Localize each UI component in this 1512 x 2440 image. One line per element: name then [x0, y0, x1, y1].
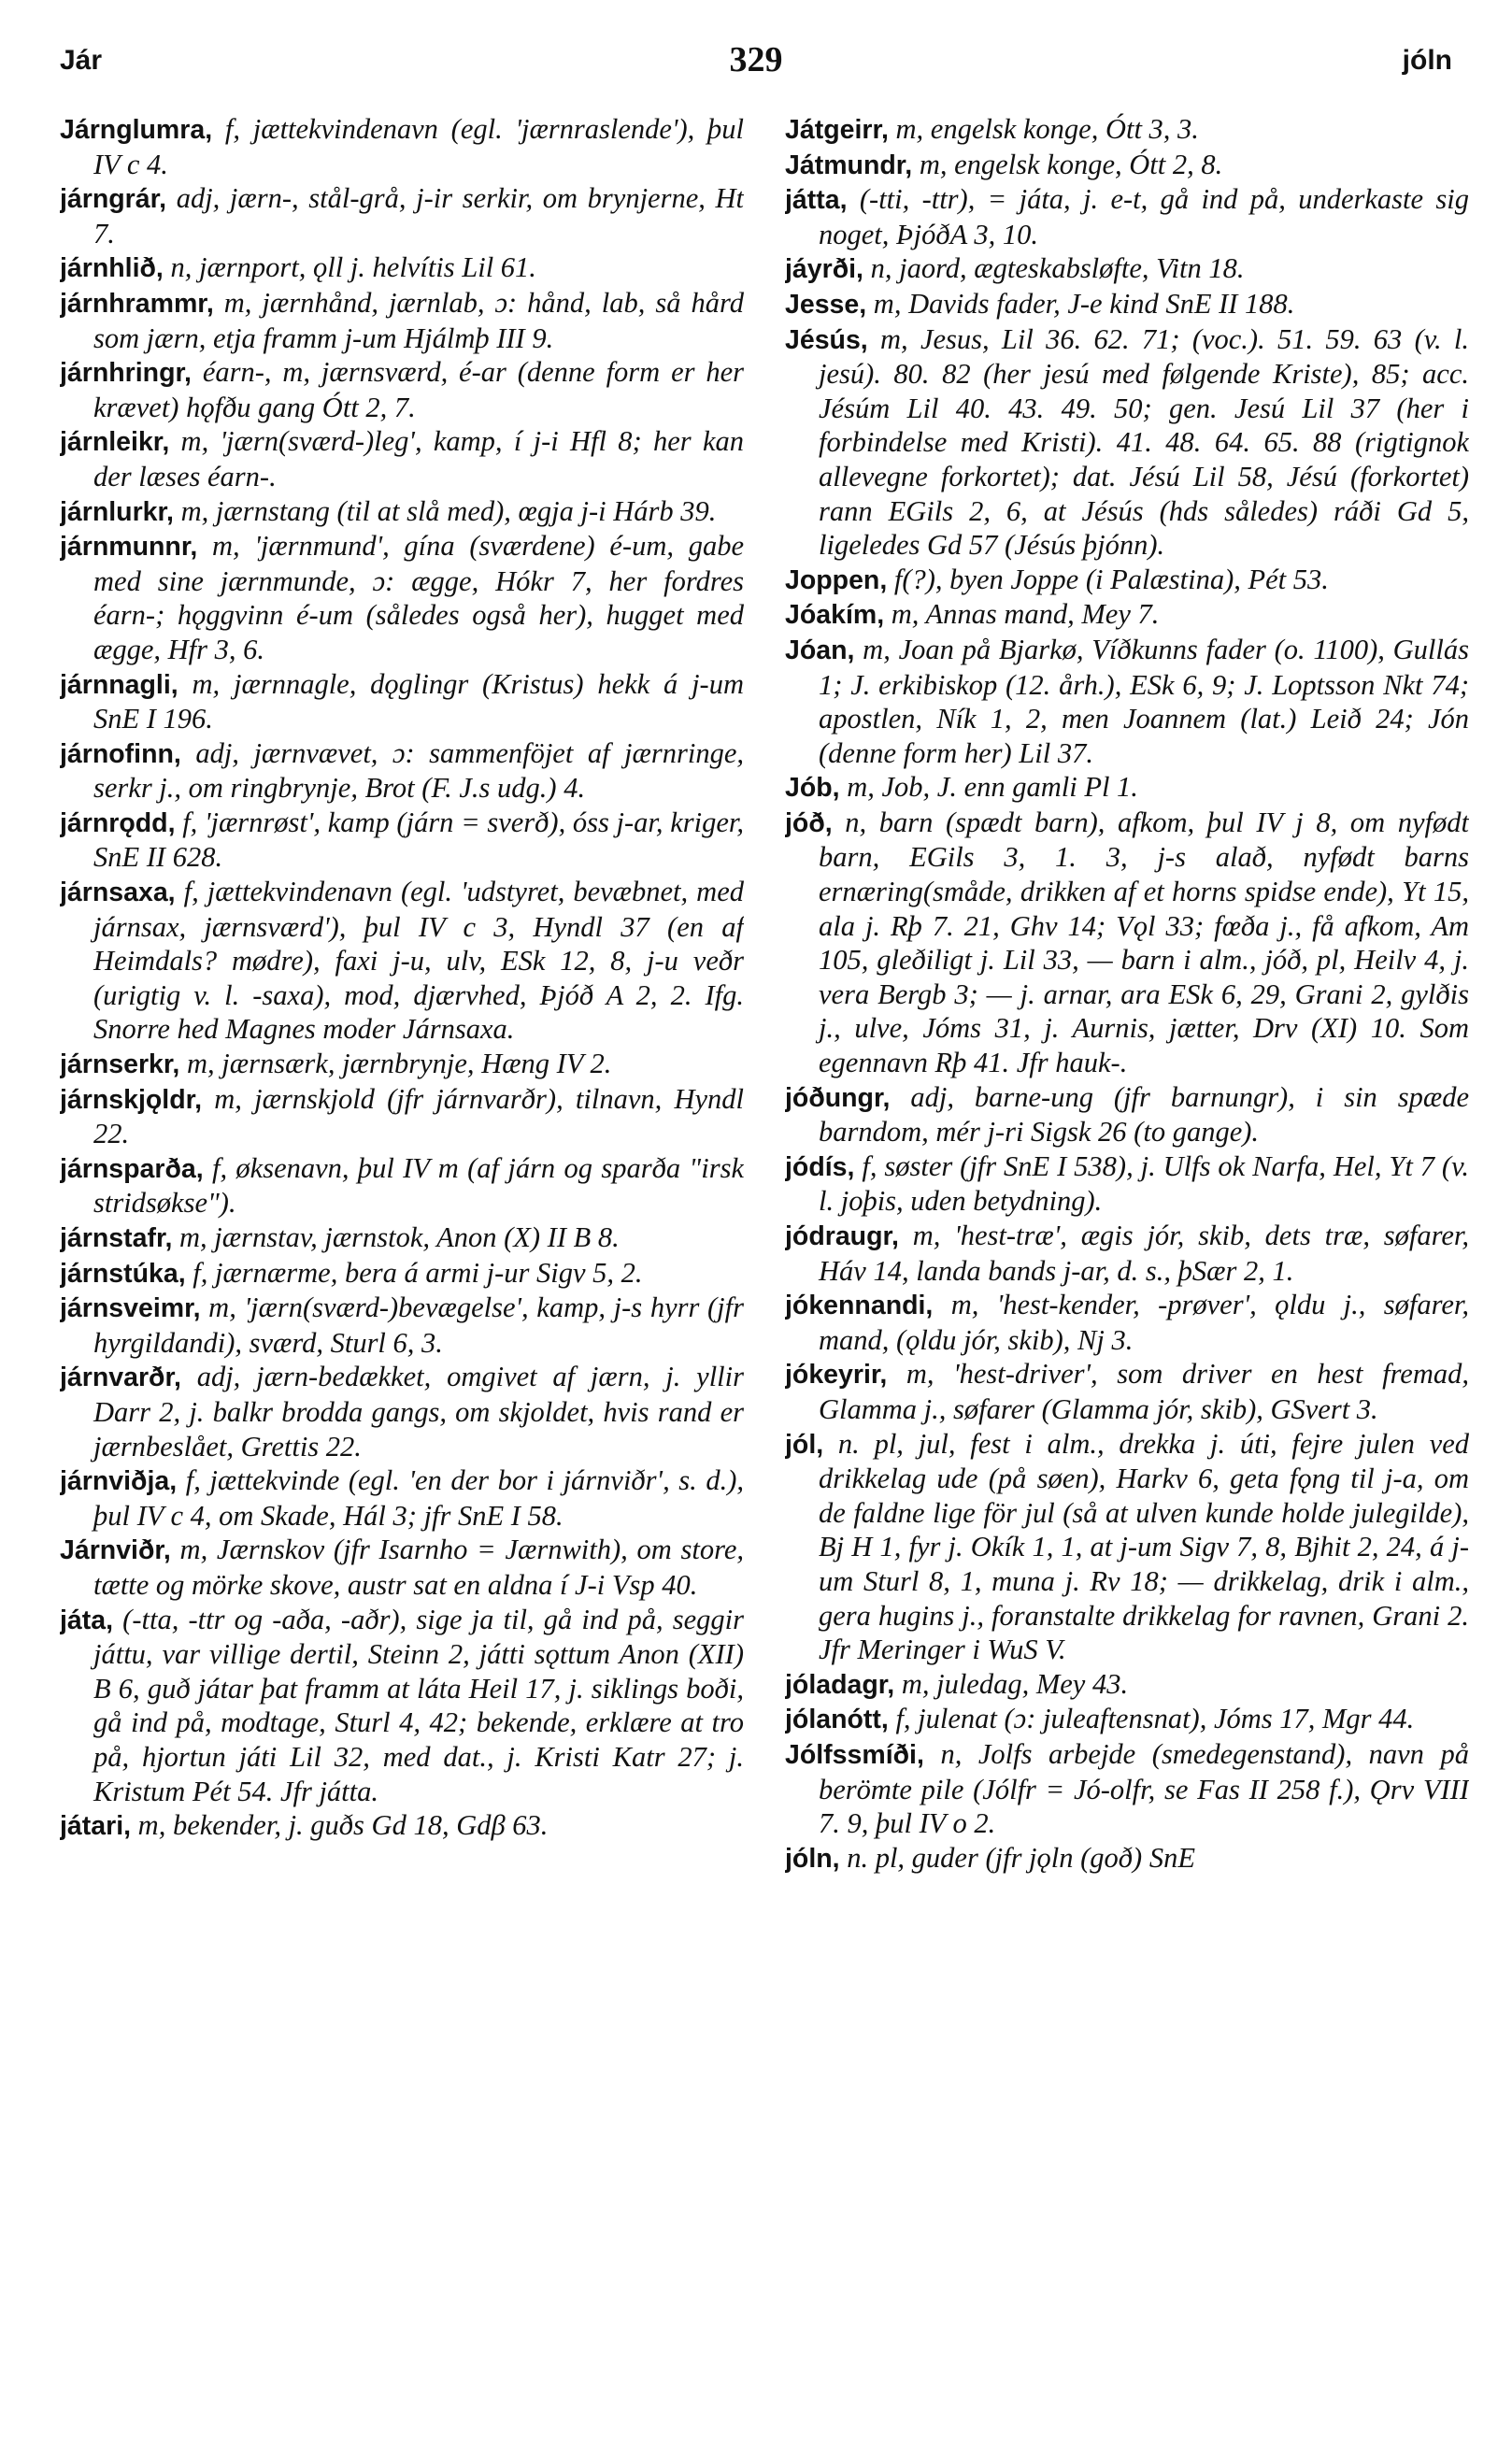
entry-headword: járnskjǫldr,	[60, 1084, 203, 1115]
entry-headword: játa,	[60, 1605, 114, 1635]
dictionary-entry	[785, 1702, 1469, 1737]
dictionary-entry	[60, 1220, 744, 1256]
page-number: 329	[729, 40, 783, 79]
entry-headword: jódís,	[785, 1151, 855, 1182]
entry-text: adj, jærnvævet, ɔ: sammenföjet af jærnringe, serkr j., om ringbrynje, Brot (F. J.s udg.) 4.	[93, 736, 744, 805]
dictionary-entry	[785, 1149, 1469, 1219]
entry-text: m, jærnstang (til at slå med), œgja j-i Hárb 39.	[173, 494, 717, 527]
entry-text: f, jættekvindenavn (egl. 'jærnraslende'), þul IV c 4.	[93, 113, 744, 180]
dictionary-columns	[60, 112, 1469, 2403]
entry-headword: jólanótt,	[785, 1705, 889, 1735]
dictionary-entry	[60, 1603, 744, 1809]
entry-text: m, engelsk konge, Ótt 2, 8.	[912, 148, 1223, 180]
entry-headword: járnsveimr,	[60, 1293, 201, 1324]
entry-headword: járnsaxa,	[60, 878, 176, 908]
entry-headword: Jóan,	[785, 635, 855, 665]
entry-headword: Játmundr,	[785, 150, 913, 180]
entry-text: f, jærnærme, bera á armi j-ur Sigv 5, 2.	[185, 1256, 643, 1289]
dictionary-entry	[60, 494, 744, 530]
dictionary-entry	[785, 1667, 1469, 1703]
entry-text: f, julenat (ɔ: juleaftensnat), Jóms 17, Mgr 44.	[888, 1703, 1415, 1735]
entry-headword: járnsparða,	[60, 1153, 204, 1184]
entry-text: n, jærnport, ǫll j. helvítis Lil 61.	[163, 251, 536, 284]
entry-text: m, 'hest-kender, -prøver', ǫldu j., søfarer, mand, (ǫldu jór, skib), Nj 3.	[819, 1289, 1469, 1356]
entry-headword: járnhrammr,	[60, 288, 214, 319]
entry-headword: jókeyrir,	[785, 1360, 888, 1391]
entry-headword: járnrǫdd,	[60, 807, 176, 838]
entry-text: n, jaord, ægteskabsløfte, Vitn 18.	[863, 252, 1245, 285]
entry-headword: járnofinn,	[60, 738, 181, 769]
entry-text: m, jærnnagle, dǫglingr (Kristus) hekk á j-um SnE I 196.	[93, 667, 744, 735]
entry-text: f, 'jærnrøst', kamp (járn = sverð), óss j-ar, kriger, SnE II 628.	[93, 806, 744, 874]
entry-headword: Jóakím,	[785, 600, 885, 631]
dictionary-entry	[60, 736, 744, 806]
entry-text: m, 'jærn(sværd-)leg', kamp, í j-i Hfl 8; her kan der læses éarn-.	[93, 425, 744, 492]
entry-text: n. pl, guder (jfr jǫln (goð) SnE	[839, 1841, 1195, 1874]
entry-text: m, Joan på Bjarkø, Víðkunns fader (o. 1100), Gullás 1; J. erkibiskop (12. årh.), ESk 6, 9; J. Loptsson Nkt 74; apostlen, Ník 1, 2, men Joannem (lat.) Leið 24; Jón (denne form her) Lil 37.	[819, 633, 1469, 769]
dictionary-entry	[785, 597, 1469, 633]
dictionary-entry	[60, 1082, 744, 1151]
entry-headword: járnhlið,	[60, 253, 164, 284]
entry-headword: jókennandi,	[785, 1291, 934, 1321]
dictionary-entry	[785, 1427, 1469, 1667]
entry-headword: Járnglumra,	[60, 115, 213, 145]
entry-headword: jól,	[785, 1429, 824, 1460]
entry-text: m, Job, J. enn gamli Pl 1.	[839, 771, 1138, 804]
entry-headword: járnnagli,	[60, 669, 178, 700]
entry-headword: Jób,	[785, 773, 840, 804]
dictionary-entry	[60, 1360, 744, 1463]
entry-headword: járngrár,	[60, 184, 167, 215]
dictionary-entry	[785, 633, 1469, 770]
dictionary-entry	[60, 529, 744, 666]
dictionary-entry	[60, 355, 744, 424]
entry-text: m, engelsk konge, Ótt 3, 3.	[888, 113, 1199, 145]
entry-text: adj, barne-ung (jfr barnungr), i sin spæde barndom, mér j-ri Sigsk 26 (to gange).	[819, 1080, 1469, 1149]
dictionary-entry	[60, 1047, 744, 1082]
entry-headword: jóðungr,	[785, 1082, 891, 1113]
dictionary-entry	[60, 1151, 744, 1220]
entry-text: m, 'jærnmund', gína (sværdene) é-um, gabe med sine jærnmunde, ɔ: ægge, Hókr 7, her fordres éarn-; hǫggvinn é-um (således også her), hugget med ægge, Hfr 3, 6.	[93, 530, 744, 665]
entry-headword: járnvarðr,	[60, 1363, 181, 1393]
entry-text: n, barn (spædt barn), afkom, þul IV j 8, om nyfødt barn, EGils 3, 1. 3, j-s alað, nyfødt barns ernæring(småde, drikken af et horns spidse ende), Yt 15, ala j. Rþ 7. 21, Ghv 14; Vǫl 33; fœða j., få afkom, Am 105, gleðiligt j. Lil 33, — barn i alm., jóð, pl, Heilv 4, j. vera Bergb 3; — j. arnar, ara ESk 6, 29, Grani 2, gylðis j., ulve, Jóms 31, j. Aurnis, jætter, Drv (XI) 10. Som egennavn Rþ 41. Jfr hauk-.	[819, 806, 1469, 1079]
dictionary-entry	[785, 251, 1469, 287]
entry-text: (-tta, -ttr og -aða, -aðr), sige ja til, gå ind på, seggir játtu, var villige dertil, Steinn 2, játti sǫttum Anon (XII) B 6, guð játar þat framm at láta Heil 17, j. siklings boði, gå ind på, modtage, Sturl 4, 42; bekende, erklære at tro på, hjortun játi Lil 32, med dat., j. Kristi Katr 27; j. Kristum Pét 54. Jfr játta.	[93, 1603, 744, 1807]
guide-word-left: Jár	[60, 45, 103, 76]
entry-text: m, bekender, j. guðs Gd 18, Gdβ 63.	[131, 1809, 549, 1842]
entry-headword: Jólfssmíði,	[785, 1739, 924, 1770]
dictionary-entry	[785, 322, 1469, 563]
entry-headword: jóln,	[785, 1843, 840, 1874]
dictionary-entry	[60, 875, 744, 1047]
guide-word-right: jóln	[1402, 45, 1452, 76]
dictionary-entry	[785, 1080, 1469, 1149]
entry-headword: járnhringr,	[60, 358, 192, 389]
dictionary-entry	[60, 1463, 744, 1533]
dictionary-entry	[785, 806, 1469, 1080]
entry-text: f, jættekvinde (egl. 'en der bor i járnviðr', s. d.), þul IV c 4, om Skade, Hál 3; jfr SnE I 58.	[93, 1464, 744, 1532]
entry-text: f, øksenavn, þul IV m (af járn og sparða "irsk stridsøkse").	[93, 1151, 744, 1220]
entry-text: f, søster (jfr SnE I 538), j. Ulfs ok Narfa, Hel, Yt 7 (v. l. joþis, uden betydning).	[819, 1149, 1469, 1218]
dictionary-entry	[785, 563, 1469, 598]
entry-headword: játta,	[785, 185, 848, 216]
entry-headword: járnserkr,	[60, 1049, 180, 1080]
entry-headword: jóð,	[785, 807, 833, 838]
dictionary-entry	[60, 806, 744, 875]
entry-headword: jódraugr,	[785, 1221, 899, 1251]
entry-text: m, jærnhånd, jærnlab, ɔ: hånd, lab, så hård som jærn, etja framm j-um Hjálmþ III 9.	[93, 286, 744, 354]
entry-text: m, Jesus, Lil 36. 62. 71; (voc.). 51. 59. 63 (v. l. jesú). 80. 82 (her jesú med følgende Kriste), 85; acc. Jésúm Lil 40. 43. 49. 50; gen. Jesú Lil 37 (her i forbindelse med Kristi). 41. 48. 64. 65. 88 (rigtignok allevegne forkortet); dat. Jésú Lil 58, Jésú (forkortet) rann EGils 2, 6, at Jésús (hds således) ráði Gd 5, ligeledes Gd 57 (Jésús þjónn).	[819, 322, 1469, 562]
dictionary-entry	[60, 1533, 744, 1602]
dictionary-entry	[785, 148, 1469, 183]
entry-headword: járnstafr,	[60, 1223, 173, 1253]
entry-text: n. pl, jul, fest i alm., drekka j. úti, fejre julen ved drikkelag ude (på søen), Harkv 6, geta fǫng til j-a, om de faldne lige för jul (så at ulven kunde holde julegilde), Bj H 1, fyr j. Okík 1, 1, at j-um Sigv 7, 8, Bjhit 2, 24, á j-um Sturl 8, 1, muna j. Rv 18; — drikkelag, drik i alm., gera hugins j., foranstalte drikkelag for ravnen, Grani 2. Jfr Meringer i WuS V.	[819, 1427, 1469, 1666]
entry-headword: járnleikr,	[60, 427, 170, 458]
entry-headword: Jésús,	[785, 324, 868, 355]
entry-headword: jáyrði,	[785, 254, 863, 285]
entry-text: n, Jolfs arbejde (smedegenstand), navn på berömte pile (Jólfr = Jó-olfr, se Fas II 258 f.), Ǫrv VIII 7. 9, þul IV o 2.	[819, 1737, 1469, 1840]
entry-headword: járnmunnr,	[60, 532, 198, 563]
entry-text: m, juledag, Mey 43.	[894, 1667, 1129, 1700]
entry-headword: játari,	[60, 1811, 132, 1842]
entry-text: m, Jærnskov (jfr Isarnho = Jærnwith), om store, tætte og mörke skove, austr sat en aldna í J-i Vsp 40.	[93, 1534, 744, 1601]
entry-headword: jóladagr,	[785, 1669, 895, 1700]
entry-headword: járnlurkr,	[60, 496, 174, 527]
dictionary-entry	[60, 424, 744, 493]
entry-headword: Joppen,	[785, 564, 888, 595]
dictionary-entry	[60, 667, 744, 736]
right-column	[785, 112, 1469, 2403]
dictionary-entry	[60, 1291, 744, 1360]
dictionary-entry	[60, 286, 744, 355]
entry-text: m, Davids fader, J-e kind SnE II 188.	[866, 287, 1295, 320]
dictionary-entry	[60, 250, 744, 286]
dictionary-entry	[785, 112, 1469, 148]
entry-text: f, jættekvindenavn (egl. 'udstyret, bevæbnet, med járnsax, jærnsværd'), þul IV c 3, Hyndl 37 (en af Heimdals? mødre), faxi j-u, ulv, ESk 12, 8, j-u veðr (urigtig v. l. -saxa), mod, djærvhed, Þjóð A 2, 2. Ifg. Snorre hed Magnes moder Járnsaxa.	[93, 876, 744, 1046]
entry-text: adj, jærn-bedækket, omgivet af jærn, j. yllir Darr 2, j. balkr brodda gangs, om skjoldet, hvis rand er jærnbeslået, Grettis 22.	[93, 1361, 744, 1463]
entry-text: m, jærnsærk, jærnbrynje, Hæng IV 2.	[179, 1048, 612, 1080]
entry-text: adj, jærn-, stål-grå, j-ir serkir, om brynjerne, Ht 7.	[93, 182, 744, 250]
dictionary-entry	[785, 1219, 1469, 1288]
dictionary-entry	[60, 1808, 744, 1844]
entry-text: m, 'hest-driver', som driver en hest fremad, Glamma j., søfarer (Glamma jór, skib), GSvert 3.	[819, 1358, 1469, 1425]
dictionary-entry	[785, 770, 1469, 806]
dictionary-entry	[785, 1841, 1469, 1876]
entry-text: m, 'jærn(sværd-)bevægelse', kamp, j-s hyrr (jfr hyrgildandi), sværd, Sturl 6, 3.	[93, 1291, 744, 1359]
dictionary-entry	[785, 1288, 1469, 1357]
entry-text: m, Annas mand, Mey 7.	[884, 598, 1160, 631]
dictionary-entry	[785, 1737, 1469, 1841]
entry-text: m, jærnskjold (jfr járnvarðr), tilnavn, Hyndl 22.	[93, 1082, 744, 1150]
entry-headword: Járnviðr,	[60, 1535, 171, 1566]
entry-headword: Jesse,	[785, 289, 867, 320]
entry-headword: járnviðja,	[60, 1466, 178, 1497]
entry-text: éarn-, m, jærnsværd, é-ar (denne form er her krævet) hǫfðu gang Ótt 2, 7.	[93, 356, 744, 423]
entry-text: m, jærnstav, jærnstok, Anon (X) II B 8.	[172, 1221, 620, 1253]
page-header	[60, 36, 1452, 82]
entry-text: m, 'hest-træ', ægis jór, skib, dets træ, søfarer, Háv 14, landa bands j-ar, d. s., þSær 2, 1.	[819, 1220, 1469, 1287]
dictionary-entry	[60, 112, 744, 181]
entry-text: f(?), byen Joppe (i Palæstina), Pét 53.	[887, 563, 1329, 595]
dictionary-entry	[60, 1256, 744, 1291]
dictionary-entry	[785, 182, 1469, 251]
dictionary-entry	[785, 287, 1469, 322]
left-column	[60, 112, 744, 2403]
dictionary-entry	[785, 1357, 1469, 1426]
dictionary-entry	[60, 181, 744, 250]
entry-headword: járnstúka,	[60, 1258, 186, 1289]
entry-headword: Játgeirr,	[785, 115, 889, 145]
entry-text: (-tti, -ttr), = játa, j. e-t, gå ind på, underkaste sig noget, ÞjóðA 3, 10.	[819, 183, 1469, 250]
